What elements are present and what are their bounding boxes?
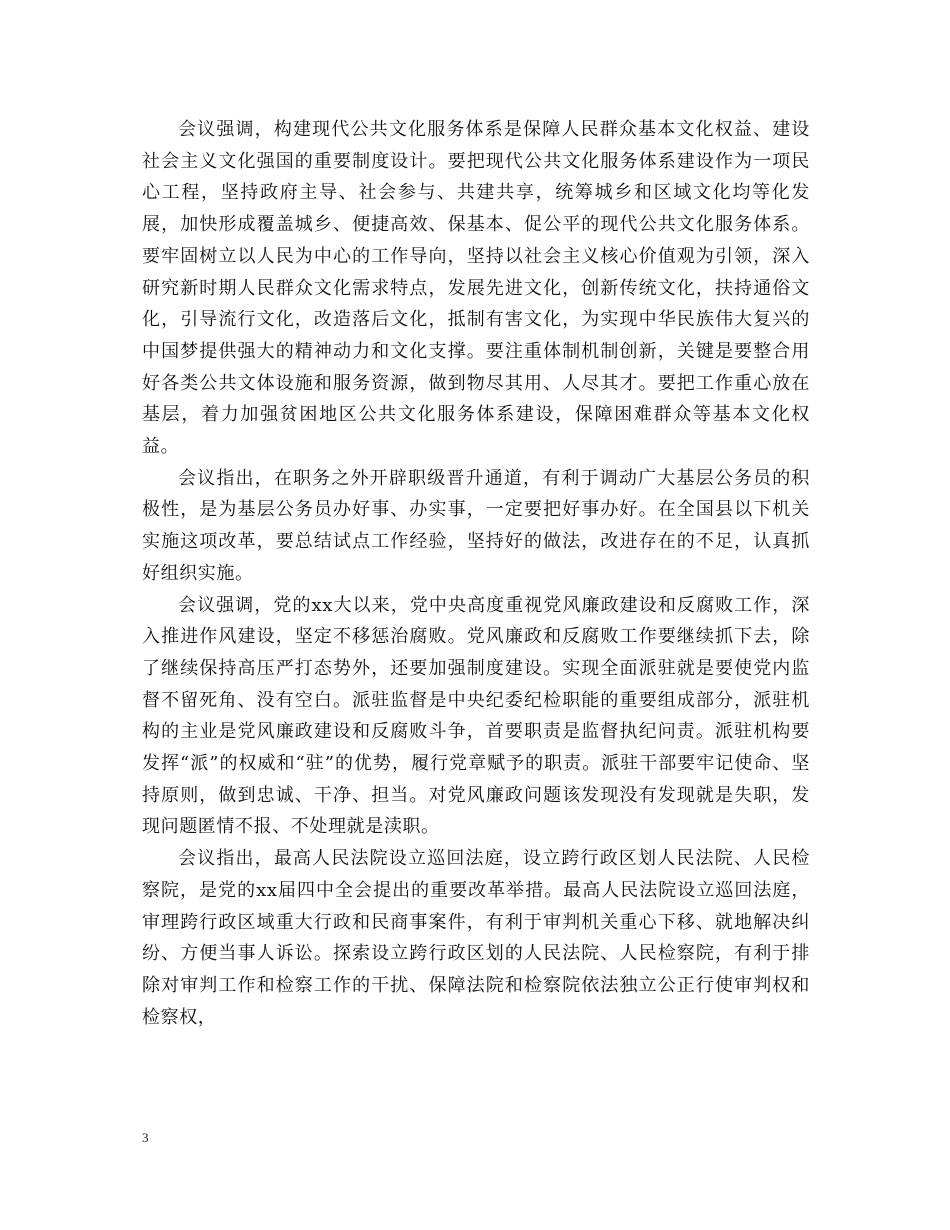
page-number: 3 — [142, 1130, 149, 1145]
paragraph-1: 会议强调，构建现代公共文化服务体系是保障人民群众基本文化权益、建设社会主义文化强国的重要制度设计。要把现代公共文化服务体系建设作为一项民心工程，坚持政府主导、社会参与、共建共享，统筹城乡和区域文化均等化发展，加快形成覆盖城乡、便捷高效、保基本、促公平的现代公共文化服务体系。要牢固树立以人民为中心的工作导向，坚持以社会主义核心价值观为引领，深入研究新时期人民群众文化需求特点，发展先进文化，创新传统文化，扶持通俗文化，引导流行文化，改造落后文化，抵制有害文化，为实现中华民族伟大复兴的中国梦提供强大的精神动力和文化支撑。要注重体制机制创新，关键是要整合用好各类公共文体设施和服务资源，做到物尽其用、人尽其才。要把工作重心放在基层，着力加强贫困地区公共文化服务体系建设，保障困难群众等基本文化权益。 — [142, 119, 810, 458]
paragraph-3: 会议强调，党的xx大以来，党中央高度重视党风廉政建设和反腐败工作，深入推进作风建设，坚定不移惩治腐败。党风廉政和反腐败工作要继续抓下去，除了继续保持高压严打态势外，还要加强制度建设。实现全面派驻就是要使党内监督不留死角、没有空白。派驻监督是中央纪委纪检职能的重要组成部分，派驻机构的主业是党风廉政建设和反腐败斗争，首要职责是监督执纪问责。派驻机构要发挥“派”的权威和“驻”的优势，履行党章赋予的职责。派驻干部要牢记使命、坚持原则，做到忠诚、干净、担当。对党风廉政问题该发现没有发现就是失职，发现问题匿情不报、不处理就是渎职。 — [142, 594, 810, 838]
paragraph-4: 会议指出，最高人民法院设立巡回法庭，设立跨行政区划人民法院、人民检察院，是党的xx届四中全会提出的重要改革举措。最高人民法院设立巡回法庭，审理跨行政区域重大行政和民商事案件，有利于审判机关重心下移、就地解决纠纷、方便当事人诉讼。探索设立跨行政区划的人民法院、人民检察院，有利于排除对审判工作和检察工作的干扰、保障法院和检察院依法独立公正行使审判权和检察权， — [142, 848, 810, 1028]
body-text — [142, 114, 810, 1033]
paragraph-2: 会议指出，在职务之外开辟职级晋升通道，有利于调动广大基层公务员的积极性，是为基层公务员办好事、办实事，一定要把好事办好。在全国县以下机关实施这项改革，要总结试点工作经验，坚持好的做法，改进存在的不足，认真抓好组织实施。 — [142, 467, 810, 584]
